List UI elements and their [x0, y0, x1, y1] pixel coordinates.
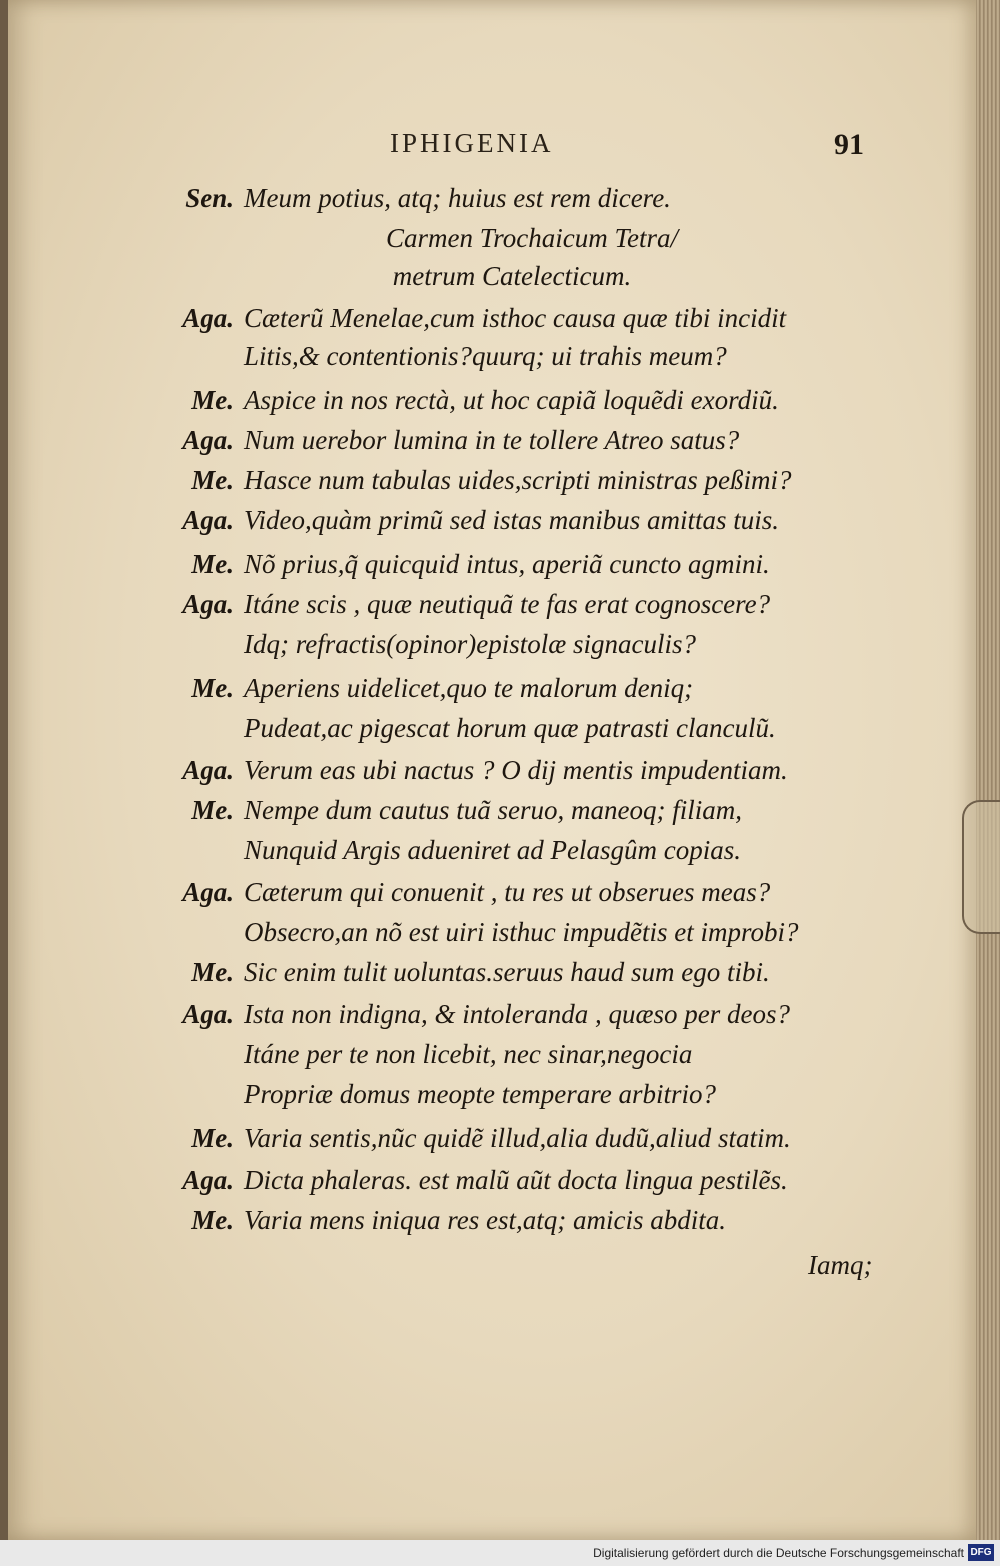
verse-text: Ista non indigna, & intoleranda , quæso per deos?: [244, 999, 790, 1029]
verse-line: [8, 1120, 976, 1156]
page-number: 91: [834, 128, 864, 161]
verse-text: Nõ prius,q̃ quicquid intus, aperiã cuncto agmini.: [244, 549, 770, 579]
speaker-label: Aga.: [182, 589, 234, 619]
speaker-label: Aga.: [182, 303, 234, 333]
verse-text: Cæterum qui conuenit , tu res ut obserues meas?: [244, 877, 771, 907]
book-clasp: [962, 800, 1000, 934]
speaker-label: Aga.: [182, 877, 234, 907]
speaker-label: Aga.: [182, 505, 234, 535]
verse-line: [8, 382, 976, 418]
speaker-label: Me.: [191, 795, 234, 825]
dfg-logo-icon: DFG: [968, 1544, 994, 1561]
verse-text: Idq; refractis(opinor)epistolæ signaculis?: [244, 629, 696, 659]
verse-line: [8, 626, 976, 662]
digitization-footer: [0, 1540, 1000, 1566]
verse-text: Pudeat,ac pigescat horum quæ patrasti clanculũ.: [244, 713, 776, 743]
verse-text: Varia sentis,nũc quidẽ illud,alia dudũ,aliud statim.: [244, 1123, 791, 1153]
speaker-label: Sen.: [185, 183, 234, 213]
speaker-label: Aga.: [182, 999, 234, 1029]
verse-text: Aspice in nos rectà, ut hoc capiã loquẽdi exordiũ.: [244, 385, 779, 415]
verse-line: [8, 1162, 976, 1198]
verse-line: [8, 996, 976, 1032]
verse-line: [8, 462, 976, 498]
page-header: [8, 128, 976, 168]
verse-text: Video,quàm primũ sed istas manibus amittas tuis.: [244, 505, 780, 535]
verse-line: [8, 586, 976, 622]
speaker-label: Me.: [191, 1123, 234, 1153]
verse-line: [8, 1036, 976, 1072]
speaker-label: Me.: [191, 385, 234, 415]
verse-line: [8, 954, 976, 990]
speaker-label: Aga.: [182, 425, 234, 455]
verse-text: Dicta phaleras. est malũ aũt docta lingua pestilẽs.: [244, 1165, 788, 1195]
meter-heading: Carmen Trochaicum Tetra/: [385, 223, 679, 253]
verse-text: Itáne per te non licebit, nec sinar,negocia: [244, 1039, 693, 1069]
speaker-label: Aga.: [182, 755, 234, 785]
speaker-label: Me.: [191, 549, 234, 579]
verse-line: [8, 546, 976, 582]
verse-text: Itáne scis , quæ neutiquã te fas erat cognoscere?: [244, 589, 771, 619]
verse-line: [8, 502, 976, 538]
catchword: Iamq;: [808, 1250, 873, 1280]
meter-heading-line: [8, 220, 976, 256]
verse-line: [8, 180, 976, 216]
page-edges: [976, 0, 1000, 1540]
verse-line: [8, 914, 976, 950]
verse-text: Litis,& contentionis?quurq; ui trahis meum?: [244, 341, 727, 371]
verse-line: [8, 710, 976, 746]
verse-line: [8, 670, 976, 706]
verse-text: Obsecro,an nõ est uiri isthuc impudẽtis et improbi?: [244, 917, 799, 947]
verse-line: [8, 300, 976, 336]
footer-credit: Digitalisierung gefördert durch die Deutsche Forschungsgemeinschaft: [593, 1546, 964, 1560]
verse-text: Num uerebor lumina in te tollere Atreo satus?: [244, 425, 740, 455]
verse-text: Meum potius, atq; huius est rem dicere.: [244, 183, 671, 213]
verse-line: [8, 752, 976, 788]
verse-text: Nempe dum cautus tuã seruo, maneoq; filiam,: [244, 795, 742, 825]
verse-text: Hasce num tabulas uides,scripti ministras peßimi?: [244, 465, 792, 495]
speaker-label: Me.: [191, 673, 234, 703]
verse-text: Aperiens uidelicet,quo te malorum deniq;: [244, 673, 694, 703]
speaker-label: Me.: [191, 465, 234, 495]
verse-text: Cæterũ Menelae,cum isthoc causa quæ tibi incidit: [244, 303, 787, 333]
speaker-label: Me.: [191, 957, 234, 987]
verse-text: Nunquid Argis adueniret ad Pelasgûm copias.: [244, 835, 741, 865]
speaker-label: Aga.: [182, 1165, 234, 1195]
meter-heading-line: [8, 258, 976, 294]
verse-text: Propriæ domus meopte temperare arbitrio?: [244, 1079, 716, 1109]
verse-line: [8, 338, 976, 374]
verse-line: [8, 792, 976, 828]
verse-line: [8, 874, 976, 910]
running-title: IPHIGENIA: [390, 128, 554, 158]
verse-text: Verum eas ubi nactus ? O dij mentis impudentiam.: [244, 755, 788, 785]
book-page: [8, 0, 978, 1540]
meter-heading: metrum Catelecticum.: [392, 261, 632, 291]
verse-text: Varia mens iniqua res est,atq; amicis abdita.: [244, 1205, 726, 1235]
verse-line: [8, 1076, 976, 1112]
verse-line: [8, 832, 976, 868]
verse-line: [8, 1202, 976, 1238]
speaker-label: Me.: [191, 1205, 234, 1235]
verse-text: Sic enim tulit uoluntas.seruus haud sum ego tibi.: [244, 957, 770, 987]
verse-line: [8, 422, 976, 458]
